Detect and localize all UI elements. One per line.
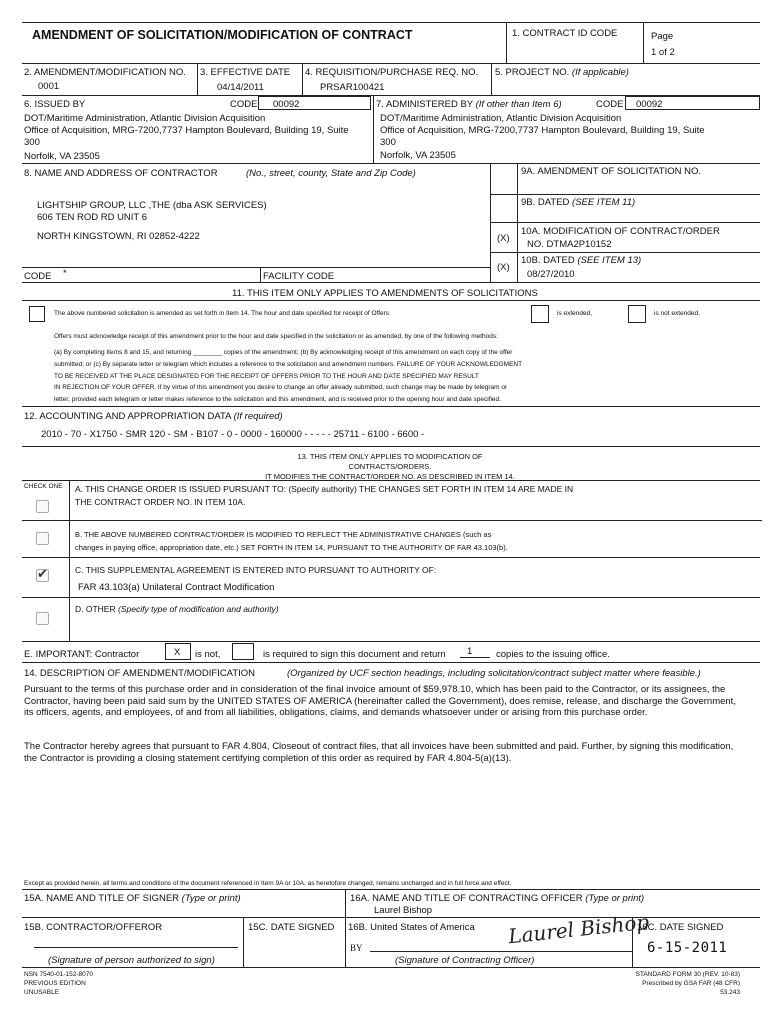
divider — [643, 22, 644, 63]
option-c-text: C. THIS SUPPLEMENTAL AGREEMENT IS ENTERED INTO PURSUANT TO AUTHORITY OF: — [75, 565, 437, 575]
row-line — [22, 267, 490, 268]
item11-text: Offers must acknowledge receipt of this amendment prior to the hour and date specified in the solicitation or as amended, by one of the following methods: — [54, 333, 498, 340]
divider — [506, 22, 507, 63]
row-line — [22, 889, 760, 890]
row-line — [22, 163, 760, 164]
row-line — [22, 662, 760, 663]
contract-id-label: 1. CONTRACT ID CODE — [512, 28, 618, 39]
item11-text: IN REJECTION OF YOUR OFFER. If by virtue of this amendment you desire to change an offer already submitted, such change may be made by telegram or — [54, 384, 508, 391]
is-required-label: is required to sign this document and return — [263, 649, 446, 660]
is-extended-checkbox[interactable] — [531, 305, 549, 323]
admin-code-value: 00092 — [636, 99, 663, 110]
admin-code-label: CODE — [596, 99, 624, 110]
previous-edition: PREVIOUS EDITION — [24, 980, 86, 987]
row-line — [22, 520, 762, 521]
administered-by-label: 7. ADMINISTERED BY (If other than Item 6) — [376, 99, 562, 110]
not-extended-checkbox[interactable] — [628, 305, 646, 323]
requisition-value: PRSAR100421 — [320, 82, 385, 93]
divider — [345, 889, 346, 967]
checkmark-icon: ✔ — [37, 566, 48, 581]
issued-code-value: 00092 — [273, 99, 300, 110]
option-b-text: B. THE ABOVE NUMBERED CONTRACT/ORDER IS MODIFIED TO REFLECT THE ADMINISTRATIVE CHANGES (such as — [75, 530, 492, 539]
item11-checkbox[interactable] — [29, 306, 45, 322]
item12-label: 12. ACCOUNTING AND APPROPRIATION DATA (If required) — [24, 411, 283, 422]
item11-heading: 11. THIS ITEM ONLY APPLIES TO AMENDMENTS OF SOLICITATIONS — [232, 288, 538, 299]
page-count: 1 of 2 — [651, 47, 675, 58]
admin-address-line: Office of Acquisition, MRG-7200,7737 Hampton Boulevard, Building 19, Suite — [380, 125, 705, 136]
closeout-paragraph: The Contractor hereby agrees that pursuant to FAR 4.804, Closeout of contract files, that all invoices have been submitted and paid. Further, by signing this modification, the Contractor is providing a closing statement certifying completion of this order as required by FAR 4.804-5(a)(13). — [24, 741, 734, 764]
check-10b: (X) — [497, 262, 510, 273]
row-line — [22, 282, 760, 283]
unusable-label: UNUSABLE — [24, 989, 60, 996]
date-signed-15c-label: 15C. DATE SIGNED — [248, 922, 335, 933]
officer-caption: (Signature of Contracting Officer) — [395, 955, 535, 966]
by-label: BY — [350, 943, 363, 953]
project-no-label: 5. PROJECT NO. (If applicable) — [495, 67, 629, 78]
dated-10b-label: 10B. DATED (SEE ITEM 13) — [521, 255, 642, 266]
signer-caption: (Signature of person authorized to sign) — [48, 955, 215, 966]
date-signed-16c-value: 6-15-2011 — [647, 940, 728, 956]
row-line — [22, 480, 760, 481]
dated-9b-label: 9B. DATED (SEE ITEM 11) — [521, 197, 636, 208]
check-one-label: CHECK ONE — [24, 483, 63, 490]
contractor-name: LIGHTSHIP GROUP, LLC ,THE (dba ASK SERVICES) — [37, 200, 267, 211]
contracting-officer-signature: Laurel Bishop — [507, 909, 651, 949]
effective-date-label: 3. EFFECTIVE DATE — [200, 67, 291, 78]
item14-hint: (Organized by UCF section headings, including solicitation/contract subject matter where feasible.) — [287, 668, 701, 679]
signature-line — [370, 951, 632, 952]
option-a-text: THE CONTRACT ORDER NO. IN ITEM 10A. — [75, 497, 246, 507]
divider — [69, 480, 70, 641]
row-line — [490, 252, 760, 253]
contractor-label: 8. NAME AND ADDRESS OF CONTRACTOR — [24, 168, 218, 179]
issued-address-line: Norfolk, VA 23505 — [24, 151, 100, 162]
issued-by-label: 6. ISSUED BY — [24, 99, 86, 110]
contracting-officer-label: 16A. NAME AND TITLE OF CONTRACTING OFFICER (Type or print) — [350, 893, 645, 904]
divider — [302, 63, 303, 95]
is-not-mark: X — [174, 647, 181, 658]
option-d-text: D. OTHER (Specify type of modification and authority) — [75, 604, 279, 614]
signer-name-label: 15A. NAME AND TITLE OF SIGNER (Type or print) — [24, 893, 241, 904]
standard-form: STANDARD FORM 30 (REV. 10-83) — [635, 971, 740, 978]
row-line — [22, 446, 760, 447]
copies-underline — [460, 657, 490, 658]
release-paragraph: Pursuant to the terms of this purchase order and in consideration of the final invoice amount of $59,978.10, which has been paid to the Contractor, or its assignees, the Contractor, having been paid said sum by the UNITED STATES OF AMERICA (hereinafter called the Government), does remise, release, and discharge the Government, its officers, agents, and employees, of and from all liabilities, obligations, claims, and demands whatsoever under or arising from this purchase order. — [24, 684, 736, 718]
dated-10b-value: 08/27/2010 — [527, 269, 575, 280]
option-b-text: changes in paying office, appropriation date, etc.) SET FORTH IN ITEM 14, PURSUANT TO THE AUTHORITY OF FAR 43.103(b). — [75, 543, 508, 552]
contractor-code-value: * — [63, 268, 67, 279]
facility-code-label: FACILITY CODE — [263, 271, 335, 282]
contractor-street: 606 TEN ROD RD UNIT 6 — [37, 212, 147, 223]
admin-address-line: 300 — [380, 137, 396, 148]
row-line — [22, 557, 760, 558]
row-line — [22, 641, 760, 642]
divider — [491, 63, 492, 95]
nsn-number: NSN 7540-01-152-8070 — [24, 971, 94, 978]
contracting-officer-name: Laurel Bishop — [374, 905, 433, 916]
issued-address-line: 300 — [24, 137, 40, 148]
option-a-checkbox[interactable] — [36, 500, 49, 513]
modification-label: 10A. MODIFICATION OF CONTRACT/ORDER — [521, 226, 720, 237]
option-c-authority: FAR 43.103(a) Unilateral Contract Modification — [78, 582, 275, 593]
row-line — [22, 967, 760, 968]
amendment-no-label: 2. AMENDMENT/MODIFICATION NO. — [24, 67, 186, 78]
effective-date-value: 04/14/2011 — [217, 82, 264, 93]
item11-line1: The above numbered solicitation is amended as set forth in Item 14. The hour and date specified for receipt of Offers — [54, 310, 390, 317]
row-line — [22, 300, 760, 301]
option-b-checkbox[interactable] — [36, 532, 49, 545]
form-title: AMENDMENT OF SOLICITATION/MODIFICATION OF CONTRACT — [32, 28, 413, 42]
copies-count: 1 — [467, 646, 473, 657]
is-extended-label: is extended, — [557, 310, 593, 317]
item13-heading: 13. THIS ITEM ONLY APPLIES TO MODIFICATION OF — [297, 452, 483, 461]
form-number: 53.243 — [720, 989, 740, 996]
gsa-far: Prescribed by GSA FAR (48 CFR) — [642, 980, 740, 987]
row-line — [22, 406, 760, 407]
admin-address-line: DOT/Maritime Administration, Atlantic Division Acquisition — [380, 113, 622, 124]
admin-address-line: Norfolk, VA 23505 — [380, 150, 456, 161]
amendment-no-value: 0001 — [38, 81, 60, 92]
contractor-offeror-label: 15B. CONTRACTOR/OFFEROR — [24, 922, 163, 933]
divider — [260, 267, 261, 282]
row-line — [490, 222, 760, 223]
divider — [373, 95, 374, 163]
accounting-data: 2010 - 70 - X1750 - SMR 120 - SM - B107 - 0 - 0000 - 160000 - - - - - 25711 - 6100 - 6600 - — [41, 429, 425, 440]
signature-line — [34, 947, 238, 948]
top-border — [22, 22, 760, 23]
item13-heading: IT MODIFIES THE CONTRACT/ORDER NO. AS DESCRIBED IN ITEM 14. — [265, 472, 515, 481]
item11-text: submitted; or (c) By separate letter or telegram which includes a reference to the solicitation and amendment numbers. FAILURE OF YOUR ACKNOWLEDGMENT — [54, 361, 523, 368]
issued-address-line: Office of Acquisition, MRG-7200,7737 Hampton Boulevard, Building 19, Suite — [24, 125, 349, 136]
usa-label: 16B. United States of America — [348, 922, 475, 933]
item14-label: 14. DESCRIPTION OF AMENDMENT/MODIFICATION — [24, 668, 256, 679]
issued-address-line: DOT/Maritime Administration, Atlantic Division Acquisition — [24, 113, 266, 124]
contractor-city: NORTH KINGSTOWN, RI 02852-4222 — [37, 231, 200, 242]
terms-note: Except as provided herein, all terms and conditions of the document referenced in Item 9A or 10A, as heretofore changed, remains unchanged and in full force and effect. — [24, 880, 512, 887]
not-extended-label: is not extended. — [654, 310, 700, 317]
item13-heading: CONTRACTS/ORDERS. — [348, 462, 432, 471]
divider — [243, 917, 244, 967]
issued-code-label: CODE — [230, 99, 258, 110]
contractor-label-hint: (No., street, county, State and Zip Code) — [246, 168, 416, 179]
item11-text: TO BE RECEIVED AT THE PLACE DESIGNATED FOR THE RECEIPT OF OFFERS PRIOR TO THE HOUR AND DATE SPECIFIED MAY RESULT — [54, 373, 479, 380]
modification-number: NO. DTMA2P10152 — [527, 239, 612, 250]
option-d-checkbox[interactable] — [36, 612, 49, 625]
row-line — [22, 917, 760, 918]
contractor-code-label: CODE — [24, 271, 52, 282]
amendment-solicitation-label: 9A. AMENDMENT OF SOLICITATION NO. — [521, 166, 701, 177]
copies-tail: copies to the issuing office. — [496, 649, 610, 660]
page-label: Page — [651, 31, 674, 42]
row-line — [490, 194, 760, 195]
check-10a: (X) — [497, 233, 510, 244]
requisition-label: 4. REQUISITION/PURCHASE REQ. NO. — [305, 67, 479, 78]
important-label: E. IMPORTANT: Contractor — [24, 649, 140, 660]
divider — [197, 63, 198, 95]
date-signed-16c-label: 16C. DATE SIGNED — [637, 922, 724, 933]
row-line — [22, 63, 760, 64]
is-required-checkbox[interactable] — [232, 643, 254, 660]
is-not-label: is not, — [195, 649, 221, 660]
option-a-text: A. THIS CHANGE ORDER IS ISSUED PURSUANT TO: (Specify authority) THE CHANGES SET FORTH IN ITEM 14 ARE MADE IN — [75, 484, 574, 494]
item11-text: (a) By completing Items 8 and 15, and returning ________ copies of the amendment; (b) By acknowledging receipt of this amendment on each copy of the offer — [54, 349, 513, 356]
divider — [632, 917, 633, 967]
item11-text: letter, provided each telegram or letter makes reference to the solicitation and this amendment, and is received prior to the opening hour and date specified. — [54, 396, 501, 403]
row-line — [22, 597, 760, 598]
